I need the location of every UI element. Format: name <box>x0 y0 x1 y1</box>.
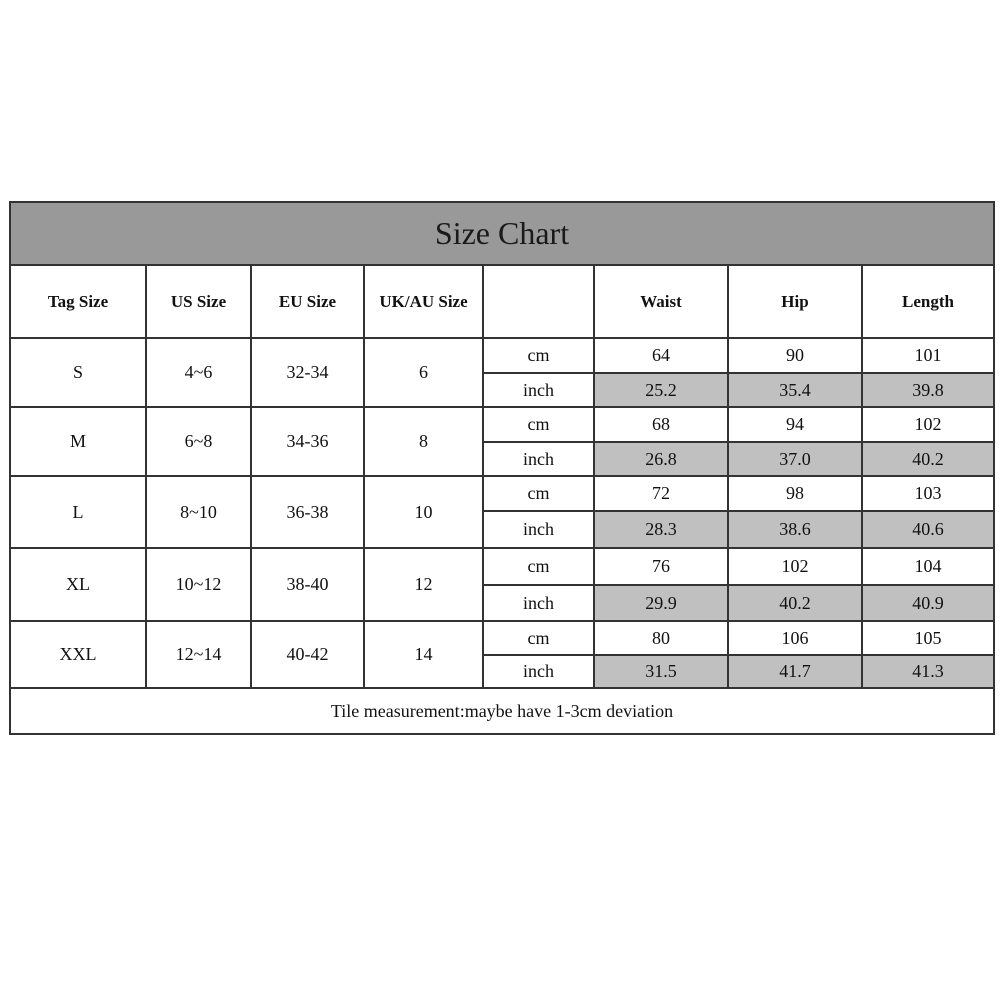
waist-cm: 80 <box>594 621 728 655</box>
size-chart <box>9 201 995 735</box>
waist-inch: 26.8 <box>594 442 728 476</box>
waist-cm: 76 <box>594 548 728 585</box>
header-ukau-size: UK/AU Size <box>364 266 483 338</box>
hip-cm: 90 <box>728 338 862 373</box>
measurement-note: Tile measurement:maybe have 1-3cm deviation <box>11 687 993 733</box>
eu-size: 34-36 <box>251 407 364 476</box>
hip-inch: 37.0 <box>728 442 862 476</box>
tag-size: M <box>11 407 146 476</box>
ukau-size: 14 <box>364 621 483 688</box>
us-size: 8~10 <box>146 476 251 548</box>
tag-size: L <box>11 476 146 548</box>
unit-inch: inch <box>483 511 594 548</box>
unit-cm: cm <box>483 621 594 655</box>
unit-cm: cm <box>483 407 594 442</box>
tag-size: S <box>11 338 146 407</box>
hip-inch: 41.7 <box>728 655 862 688</box>
table-row-cm <box>11 407 993 442</box>
waist-inch: 25.2 <box>594 373 728 407</box>
tag-size: XXL <box>11 621 146 688</box>
waist-inch: 28.3 <box>594 511 728 548</box>
table-row-cm <box>11 338 993 373</box>
hip-cm: 98 <box>728 476 862 511</box>
us-size: 4~6 <box>146 338 251 407</box>
unit-inch: inch <box>483 442 594 476</box>
header-eu-size: EU Size <box>251 266 364 338</box>
ukau-size: 8 <box>364 407 483 476</box>
header-waist: Waist <box>594 266 728 338</box>
length-cm: 101 <box>862 338 993 373</box>
unit-cm: cm <box>483 548 594 585</box>
tag-size: XL <box>11 548 146 621</box>
length-inch: 40.6 <box>862 511 993 548</box>
header-unit <box>483 266 594 338</box>
eu-size: 38-40 <box>251 548 364 621</box>
header-length: Length <box>862 266 993 338</box>
hip-cm: 102 <box>728 548 862 585</box>
length-cm: 102 <box>862 407 993 442</box>
ukau-size: 12 <box>364 548 483 621</box>
length-inch: 41.3 <box>862 655 993 688</box>
length-inch: 39.8 <box>862 373 993 407</box>
unit-inch: inch <box>483 373 594 407</box>
unit-inch: inch <box>483 655 594 688</box>
waist-cm: 72 <box>594 476 728 511</box>
length-inch: 40.2 <box>862 442 993 476</box>
length-cm: 104 <box>862 548 993 585</box>
table-row-cm <box>11 548 993 585</box>
waist-inch: 31.5 <box>594 655 728 688</box>
header-us-size: US Size <box>146 266 251 338</box>
unit-cm: cm <box>483 476 594 511</box>
header-hip: Hip <box>728 266 862 338</box>
header-tag-size: Tag Size <box>11 266 146 338</box>
chart-title: Size Chart <box>11 203 993 266</box>
waist-cm: 68 <box>594 407 728 442</box>
us-size: 12~14 <box>146 621 251 688</box>
ukau-size: 6 <box>364 338 483 407</box>
eu-size: 36-38 <box>251 476 364 548</box>
length-cm: 103 <box>862 476 993 511</box>
unit-inch: inch <box>483 585 594 621</box>
length-cm: 105 <box>862 621 993 655</box>
us-size: 6~8 <box>146 407 251 476</box>
table-row-cm <box>11 476 993 511</box>
length-inch: 40.9 <box>862 585 993 621</box>
table-row-cm <box>11 621 993 655</box>
hip-inch: 38.6 <box>728 511 862 548</box>
us-size: 10~12 <box>146 548 251 621</box>
hip-inch: 40.2 <box>728 585 862 621</box>
size-table <box>11 266 993 689</box>
eu-size: 32-34 <box>251 338 364 407</box>
waist-cm: 64 <box>594 338 728 373</box>
hip-cm: 94 <box>728 407 862 442</box>
hip-inch: 35.4 <box>728 373 862 407</box>
hip-cm: 106 <box>728 621 862 655</box>
eu-size: 40-42 <box>251 621 364 688</box>
waist-inch: 29.9 <box>594 585 728 621</box>
unit-cm: cm <box>483 338 594 373</box>
header-row <box>11 266 993 338</box>
ukau-size: 10 <box>364 476 483 548</box>
